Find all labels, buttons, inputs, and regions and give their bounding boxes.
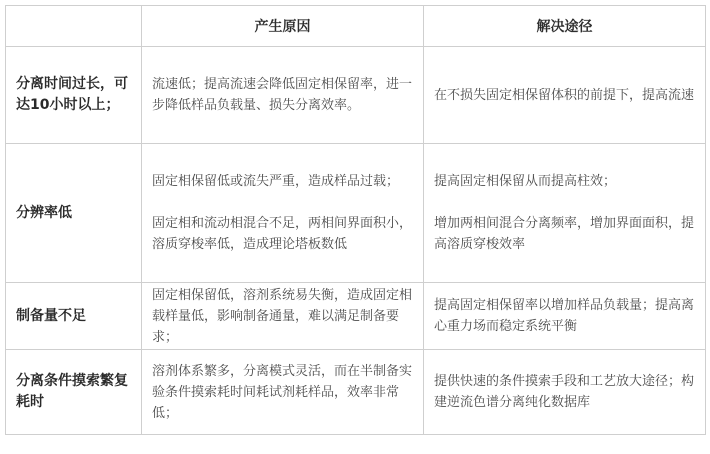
cause-text: 流速低；提高流速会降低固定相保留率，进一步降低样品负载量、损失分离效率。 <box>152 77 413 113</box>
cause-column-header: 产生原因 <box>142 6 424 47</box>
problem-cell: 分离条件摸索繁复耗时 <box>6 350 142 435</box>
solution-cell <box>424 144 706 283</box>
solution-column-header: 解决途径 <box>424 6 706 47</box>
cause-cell <box>142 350 424 435</box>
cause-text: 溶剂体系繁多，分离模式灵活，而在半制备实验条件摸索耗时间耗试剂耗样品，效率非常低； <box>152 363 413 421</box>
comparison-table <box>5 5 706 435</box>
solution-text: 增加两相间混合分离频率，增加界面面积，提高溶质穿梭效率 <box>434 216 695 252</box>
cause-text: 固定相和流动相混合不足，两相间界面积小，溶质穿梭率低，造成理论塔板数低 <box>152 216 413 252</box>
solution-text: 在不损失固定相保留体积的前提下，提高流速 <box>434 87 695 103</box>
problem-cell: 分离时间过长，可达10小时以上； <box>6 47 142 144</box>
solution-text: 提供快速的条件摸索手段和工艺放大途径；构建逆流色谱分离纯化数据库 <box>434 374 695 410</box>
cause-cell <box>142 47 424 144</box>
solution-text: 提高固定相保留从而提高柱效； <box>434 174 617 189</box>
solution-cell <box>424 283 706 350</box>
table-row <box>6 47 706 144</box>
solution-cell <box>424 350 706 435</box>
problem-cell: 分辨率低 <box>6 144 142 283</box>
solution-text: 提高固定相保留率以增加样品负载量；提高离心重力场而稳定系统平衡 <box>434 298 695 334</box>
cause-text: 固定相保留低，溶剂系统易失衡，造成固定相载样量低，影响制备通量，难以满足制备要求； <box>152 287 413 345</box>
header-row <box>6 6 706 47</box>
cause-cell <box>142 144 424 283</box>
table-row <box>6 350 706 435</box>
solution-cell <box>424 47 706 144</box>
problem-cell: 制备量不足 <box>6 283 142 350</box>
table-row <box>6 144 706 283</box>
cause-cell <box>142 283 424 350</box>
table-row <box>6 283 706 350</box>
corner-header <box>6 6 142 47</box>
cause-text: 固定相保留低或流失严重，造成样品过载； <box>152 174 400 189</box>
